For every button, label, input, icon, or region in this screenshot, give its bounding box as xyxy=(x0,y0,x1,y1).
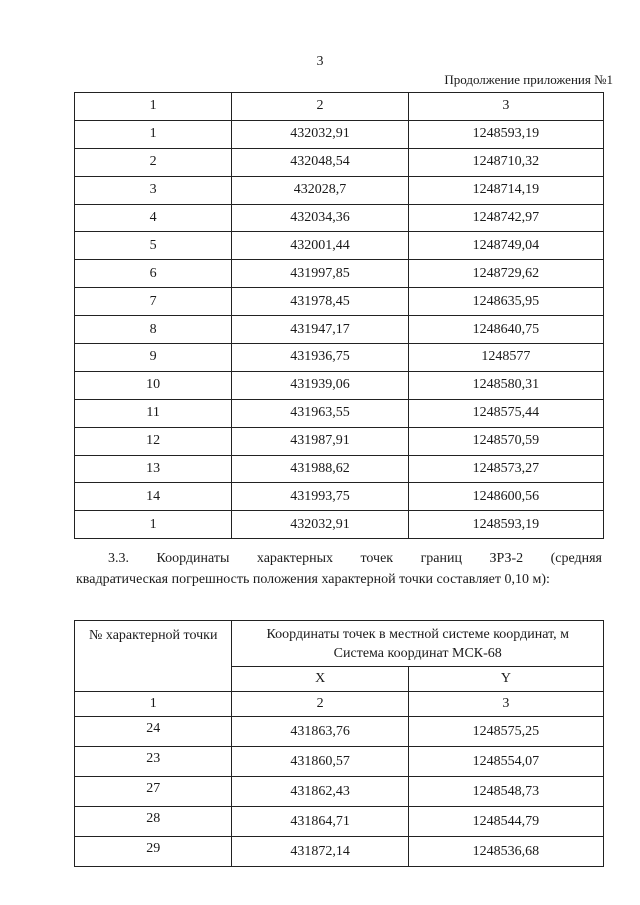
y-coordinate-cell: 1248575,44 xyxy=(408,399,603,427)
point-number-cell: 27 xyxy=(75,777,232,807)
y-coordinate-cell: 1248570,59 xyxy=(408,427,603,455)
point-number-cell: 13 xyxy=(75,455,232,483)
point-number-cell: 9 xyxy=(75,344,232,372)
table-row xyxy=(75,511,604,539)
y-coordinate-cell: 1248544,79 xyxy=(408,807,603,837)
table-row xyxy=(75,777,604,807)
table-row xyxy=(75,717,604,747)
x-coordinate-cell: 431864,71 xyxy=(232,807,408,837)
table-row xyxy=(75,204,604,232)
table-row xyxy=(75,148,604,176)
table-row xyxy=(75,120,604,148)
x-coordinate-cell: 431963,55 xyxy=(232,399,408,427)
x-coordinate-cell: 431936,75 xyxy=(232,344,408,372)
y-coordinate-cell: 1248710,32 xyxy=(408,148,603,176)
column-index-3: 3 xyxy=(408,93,603,121)
column-index-1: 1 xyxy=(75,692,232,717)
y-coordinate-cell: 1248575,25 xyxy=(408,717,603,747)
paragraph-word: характерных xyxy=(256,551,333,566)
coordinates-header xyxy=(232,621,604,667)
table-header-row xyxy=(75,93,604,121)
point-number-cell: 12 xyxy=(75,427,232,455)
point-number-cell: 1 xyxy=(75,511,232,539)
x-column-header: X xyxy=(232,667,408,692)
table-row xyxy=(75,807,604,837)
coordinates-table-body xyxy=(75,93,604,539)
section-paragraph-line-1 xyxy=(76,548,602,569)
coordinates-table-continued xyxy=(74,92,604,539)
table-row xyxy=(75,747,604,777)
point-number-cell: 4 xyxy=(75,204,232,232)
point-number-cell: 23 xyxy=(75,747,232,777)
point-number-header: № характерной точки xyxy=(75,621,232,692)
table-row xyxy=(75,427,604,455)
x-coordinate-cell: 431863,76 xyxy=(232,717,408,747)
table-row xyxy=(75,288,604,316)
table-row xyxy=(75,483,604,511)
section-paragraph-line-2: квадратическая погрешность положения характерной точки составляет 0,10 м): xyxy=(76,572,550,587)
section-3-3-paragraph xyxy=(76,548,602,590)
point-number-cell: 2 xyxy=(75,148,232,176)
x-coordinate-cell: 432034,36 xyxy=(232,204,408,232)
x-coordinate-cell: 431947,17 xyxy=(232,316,408,344)
table-row xyxy=(75,260,604,288)
table-row xyxy=(75,455,604,483)
table-row xyxy=(75,232,604,260)
point-number-cell: 5 xyxy=(75,232,232,260)
y-coordinate-cell: 1248548,73 xyxy=(408,777,603,807)
x-coordinate-cell: 432048,54 xyxy=(232,148,408,176)
x-coordinate-cell: 431872,14 xyxy=(232,837,408,867)
x-coordinate-cell: 432028,7 xyxy=(232,176,408,204)
point-number-cell: 29 xyxy=(75,837,232,867)
y-coordinate-cell: 1248593,19 xyxy=(408,120,603,148)
table-header-row xyxy=(75,621,604,667)
appendix-note: Продолжение приложения №1 xyxy=(444,72,613,87)
x-coordinate-cell: 431988,62 xyxy=(232,455,408,483)
column-index-3: 3 xyxy=(408,692,603,717)
column-index-row xyxy=(75,692,604,717)
y-coordinate-cell: 1248577 xyxy=(408,344,603,372)
y-coordinate-cell: 1248573,27 xyxy=(408,455,603,483)
table-row xyxy=(75,399,604,427)
point-number-cell: 11 xyxy=(75,399,232,427)
point-number-cell: 8 xyxy=(75,316,232,344)
point-number-cell: 6 xyxy=(75,260,232,288)
coordinates-header-line-2: Система координат МСК-68 xyxy=(333,645,502,661)
zrz2-coordinates-table xyxy=(74,620,604,867)
y-coordinate-cell: 1248600,56 xyxy=(408,483,603,511)
table-row xyxy=(75,371,604,399)
y-coordinate-cell: 1248749,04 xyxy=(408,232,603,260)
column-index-1: 1 xyxy=(75,93,232,121)
column-index-2: 2 xyxy=(232,93,408,121)
y-coordinate-cell: 1248729,62 xyxy=(408,260,603,288)
x-coordinate-cell: 431993,75 xyxy=(232,483,408,511)
point-number-cell: 14 xyxy=(75,483,232,511)
y-coordinate-cell: 1248714,19 xyxy=(408,176,603,204)
paragraph-word: (средняя xyxy=(550,551,602,566)
point-number-cell: 1 xyxy=(75,120,232,148)
y-coordinate-cell: 1248635,95 xyxy=(408,288,603,316)
y-coordinate-cell: 1248593,19 xyxy=(408,511,603,539)
y-coordinate-cell: 1248580,31 xyxy=(408,371,603,399)
page-number: 3 xyxy=(316,54,324,69)
point-number-cell: 3 xyxy=(75,176,232,204)
x-coordinate-cell: 431987,91 xyxy=(232,427,408,455)
x-coordinate-cell: 431939,06 xyxy=(232,371,408,399)
table-row xyxy=(75,344,604,372)
point-number-cell: 28 xyxy=(75,807,232,837)
table-row xyxy=(75,176,604,204)
paragraph-word: границ xyxy=(420,551,462,566)
column-index-2: 2 xyxy=(232,692,408,717)
x-coordinate-cell: 432032,91 xyxy=(232,120,408,148)
paragraph-word: 3.3. xyxy=(108,551,129,566)
x-coordinate-cell: 432001,44 xyxy=(232,232,408,260)
table-row xyxy=(75,837,604,867)
table-row xyxy=(75,316,604,344)
paragraph-word: точек xyxy=(360,551,394,566)
zrz2-table-body xyxy=(75,621,604,867)
point-number-cell: 7 xyxy=(75,288,232,316)
y-coordinate-cell: 1248536,68 xyxy=(408,837,603,867)
x-coordinate-cell: 431860,57 xyxy=(232,747,408,777)
x-coordinate-cell: 432032,91 xyxy=(232,511,408,539)
coordinates-header-line-1: Координаты точек в местной системе координат, м xyxy=(266,626,569,642)
x-coordinate-cell: 431862,43 xyxy=(232,777,408,807)
paragraph-word: ЗРЗ-2 xyxy=(489,551,524,566)
x-coordinate-cell: 431997,85 xyxy=(232,260,408,288)
x-coordinate-cell: 431978,45 xyxy=(232,288,408,316)
y-coordinate-cell: 1248742,97 xyxy=(408,204,603,232)
y-coordinate-cell: 1248640,75 xyxy=(408,316,603,344)
point-number-cell: 24 xyxy=(75,717,232,747)
point-number-cell: 10 xyxy=(75,371,232,399)
paragraph-word: Координаты xyxy=(156,551,230,566)
y-column-header: Y xyxy=(408,667,603,692)
y-coordinate-cell: 1248554,07 xyxy=(408,747,603,777)
